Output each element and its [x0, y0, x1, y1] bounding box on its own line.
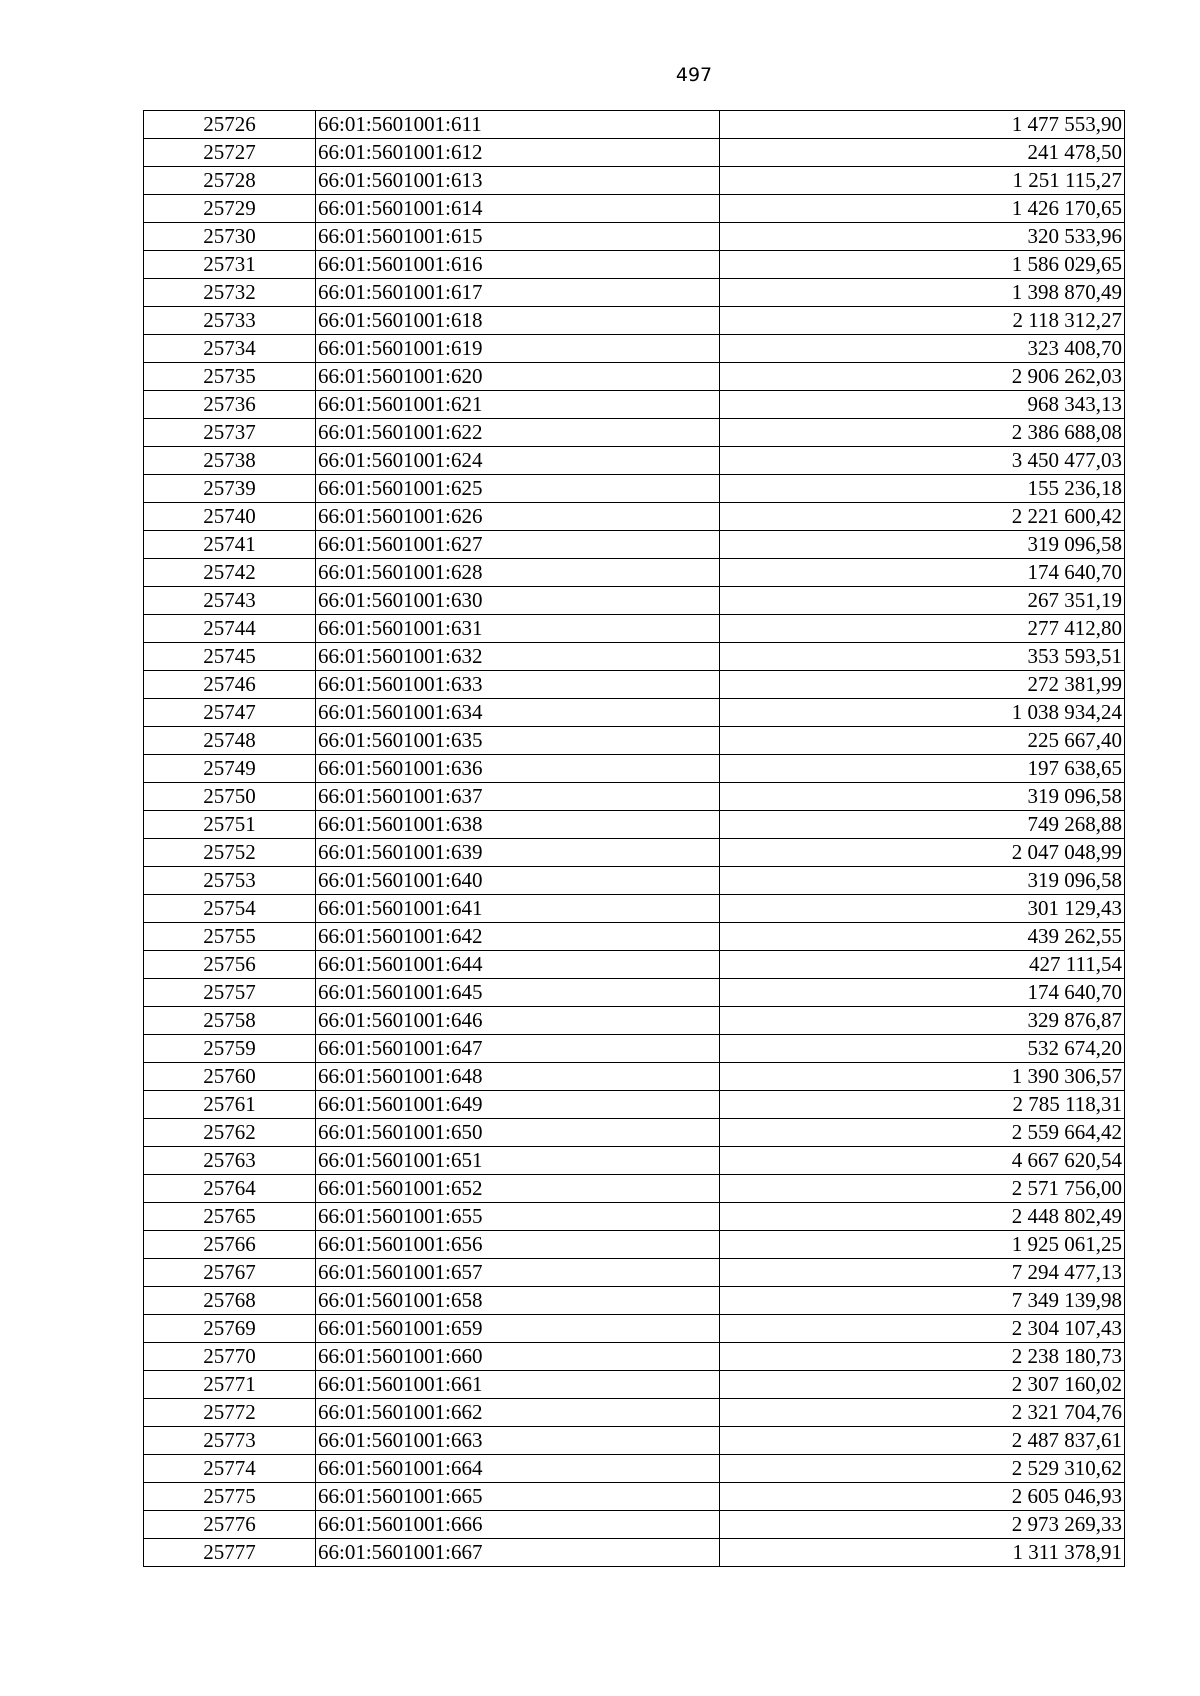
table-row [144, 1259, 1125, 1287]
cadastral-value-cell: 2 571 756,00 [720, 1175, 1125, 1203]
row-id-cell: 25752 [144, 839, 316, 867]
cadastral-number-cell: 66:01:5601001:641 [316, 895, 720, 923]
table-row [144, 1511, 1125, 1539]
table-row [144, 951, 1125, 979]
cadastral-number-cell: 66:01:5601001:626 [316, 503, 720, 531]
table-row [144, 1175, 1125, 1203]
table-row [144, 783, 1125, 811]
table-row [144, 139, 1125, 167]
cadastral-number-cell: 66:01:5601001:631 [316, 615, 720, 643]
cadastral-number-cell: 66:01:5601001:632 [316, 643, 720, 671]
cadastral-value-cell: 2 238 180,73 [720, 1343, 1125, 1371]
cadastral-number-cell: 66:01:5601001:620 [316, 363, 720, 391]
cadastral-number-cell: 66:01:5601001:645 [316, 979, 720, 1007]
row-id-cell: 25768 [144, 1287, 316, 1315]
cadastral-value-cell: 1 311 378,91 [720, 1539, 1125, 1567]
cadastral-number-cell: 66:01:5601001:646 [316, 1007, 720, 1035]
table-row [144, 559, 1125, 587]
cadastral-number-cell: 66:01:5601001:652 [316, 1175, 720, 1203]
cadastral-value-cell: 2 487 837,61 [720, 1427, 1125, 1455]
cadastral-value-cell: 532 674,20 [720, 1035, 1125, 1063]
cadastral-number-cell: 66:01:5601001:618 [316, 307, 720, 335]
row-id-cell: 25760 [144, 1063, 316, 1091]
row-id-cell: 25771 [144, 1371, 316, 1399]
table-row [144, 307, 1125, 335]
row-id-cell: 25741 [144, 531, 316, 559]
row-id-cell: 25775 [144, 1483, 316, 1511]
table-row [144, 643, 1125, 671]
row-id-cell: 25756 [144, 951, 316, 979]
cadastral-value-cell: 1 426 170,65 [720, 195, 1125, 223]
cadastral-number-cell: 66:01:5601001:616 [316, 251, 720, 279]
table-row [144, 979, 1125, 1007]
row-id-cell: 25759 [144, 1035, 316, 1063]
table-row [144, 1455, 1125, 1483]
cadastral-number-cell: 66:01:5601001:644 [316, 951, 720, 979]
cadastral-value-cell: 319 096,58 [720, 531, 1125, 559]
cadastral-value-cell: 2 785 118,31 [720, 1091, 1125, 1119]
row-id-cell: 25736 [144, 391, 316, 419]
cadastral-value-cell: 749 268,88 [720, 811, 1125, 839]
row-id-cell: 25734 [144, 335, 316, 363]
row-id-cell: 25750 [144, 783, 316, 811]
table-row [144, 839, 1125, 867]
table-row [144, 1091, 1125, 1119]
table-row [144, 1427, 1125, 1455]
cadastral-value-cell: 329 876,87 [720, 1007, 1125, 1035]
row-id-cell: 25762 [144, 1119, 316, 1147]
row-id-cell: 25761 [144, 1091, 316, 1119]
table-row [144, 391, 1125, 419]
row-id-cell: 25758 [144, 1007, 316, 1035]
row-id-cell: 25745 [144, 643, 316, 671]
row-id-cell: 25776 [144, 1511, 316, 1539]
page-number: 497 [675, 64, 713, 86]
cadastral-number-cell: 66:01:5601001:639 [316, 839, 720, 867]
row-id-cell: 25774 [144, 1455, 316, 1483]
cadastral-value-cell: 968 343,13 [720, 391, 1125, 419]
cadastral-value-cell: 2 118 312,27 [720, 307, 1125, 335]
table-row [144, 587, 1125, 615]
row-id-cell: 25767 [144, 1259, 316, 1287]
cadastral-number-cell: 66:01:5601001:650 [316, 1119, 720, 1147]
table-row [144, 895, 1125, 923]
cadastral-value-cell: 225 667,40 [720, 727, 1125, 755]
cadastral-number-cell: 66:01:5601001:622 [316, 419, 720, 447]
cadastral-value-cell: 174 640,70 [720, 559, 1125, 587]
cadastral-number-cell: 66:01:5601001:636 [316, 755, 720, 783]
table-row [144, 727, 1125, 755]
cadastral-number-cell: 66:01:5601001:624 [316, 447, 720, 475]
row-id-cell: 25749 [144, 755, 316, 783]
row-id-cell: 25738 [144, 447, 316, 475]
cadastral-value-cell: 1 038 934,24 [720, 699, 1125, 727]
cadastral-number-cell: 66:01:5601001:615 [316, 223, 720, 251]
cadastral-number-cell: 66:01:5601001:634 [316, 699, 720, 727]
table-row [144, 251, 1125, 279]
cadastral-value-cell: 1 586 029,65 [720, 251, 1125, 279]
cadastral-value-cell: 272 381,99 [720, 671, 1125, 699]
table-row [144, 671, 1125, 699]
table-row [144, 475, 1125, 503]
row-id-cell: 25740 [144, 503, 316, 531]
cadastral-value-table [143, 110, 1125, 1567]
cadastral-value-cell: 2 221 600,42 [720, 503, 1125, 531]
cadastral-number-cell: 66:01:5601001:613 [316, 167, 720, 195]
table-row [144, 335, 1125, 363]
row-id-cell: 25733 [144, 307, 316, 335]
cadastral-number-cell: 66:01:5601001:648 [316, 1063, 720, 1091]
row-id-cell: 25747 [144, 699, 316, 727]
row-id-cell: 25751 [144, 811, 316, 839]
cadastral-number-cell: 66:01:5601001:619 [316, 335, 720, 363]
cadastral-number-cell: 66:01:5601001:640 [316, 867, 720, 895]
cadastral-number-cell: 66:01:5601001:651 [316, 1147, 720, 1175]
cadastral-number-cell: 66:01:5601001:635 [316, 727, 720, 755]
table-row [144, 1119, 1125, 1147]
row-id-cell: 25763 [144, 1147, 316, 1175]
cadastral-number-cell: 66:01:5601001:628 [316, 559, 720, 587]
cadastral-value-cell: 439 262,55 [720, 923, 1125, 951]
row-id-cell: 25764 [144, 1175, 316, 1203]
cadastral-value-cell: 2 448 802,49 [720, 1203, 1125, 1231]
cadastral-value-cell: 319 096,58 [720, 867, 1125, 895]
row-id-cell: 25772 [144, 1399, 316, 1427]
cadastral-value-cell: 1 390 306,57 [720, 1063, 1125, 1091]
cadastral-number-cell: 66:01:5601001:667 [316, 1539, 720, 1567]
row-id-cell: 25737 [144, 419, 316, 447]
cadastral-value-cell: 197 638,65 [720, 755, 1125, 783]
cadastral-number-cell: 66:01:5601001:664 [316, 1455, 720, 1483]
table-row [144, 1399, 1125, 1427]
cadastral-value-cell: 1 398 870,49 [720, 279, 1125, 307]
row-id-cell: 25765 [144, 1203, 316, 1231]
cadastral-number-cell: 66:01:5601001:627 [316, 531, 720, 559]
table-row [144, 1287, 1125, 1315]
cadastral-number-cell: 66:01:5601001:638 [316, 811, 720, 839]
cadastral-number-cell: 66:01:5601001:656 [316, 1231, 720, 1259]
cadastral-number-cell: 66:01:5601001:637 [316, 783, 720, 811]
cadastral-value-cell: 301 129,43 [720, 895, 1125, 923]
row-id-cell: 25773 [144, 1427, 316, 1455]
table-row [144, 195, 1125, 223]
cadastral-value-cell: 427 111,54 [720, 951, 1125, 979]
row-id-cell: 25726 [144, 111, 316, 139]
cadastral-value-cell: 174 640,70 [720, 979, 1125, 1007]
table-row [144, 867, 1125, 895]
cadastral-number-cell: 66:01:5601001:662 [316, 1399, 720, 1427]
table-row [144, 1035, 1125, 1063]
cadastral-number-cell: 66:01:5601001:657 [316, 1259, 720, 1287]
row-id-cell: 25754 [144, 895, 316, 923]
cadastral-number-cell: 66:01:5601001:630 [316, 587, 720, 615]
row-id-cell: 25743 [144, 587, 316, 615]
cadastral-number-cell: 66:01:5601001:617 [316, 279, 720, 307]
row-id-cell: 25746 [144, 671, 316, 699]
table-row [144, 419, 1125, 447]
table-row [144, 503, 1125, 531]
cadastral-value-cell: 1 925 061,25 [720, 1231, 1125, 1259]
table-row [144, 1315, 1125, 1343]
table-body [144, 111, 1125, 1567]
table-row [144, 755, 1125, 783]
cadastral-value-cell: 155 236,18 [720, 475, 1125, 503]
row-id-cell: 25727 [144, 139, 316, 167]
cadastral-number-cell: 66:01:5601001:649 [316, 1091, 720, 1119]
table-row [144, 167, 1125, 195]
cadastral-value-cell: 353 593,51 [720, 643, 1125, 671]
row-id-cell: 25755 [144, 923, 316, 951]
table-row [144, 923, 1125, 951]
cadastral-number-cell: 66:01:5601001:612 [316, 139, 720, 167]
cadastral-value-cell: 1 251 115,27 [720, 167, 1125, 195]
table-row [144, 111, 1125, 139]
table-row [144, 615, 1125, 643]
table-row [144, 531, 1125, 559]
row-id-cell: 25766 [144, 1231, 316, 1259]
table-row [144, 1063, 1125, 1091]
row-id-cell: 25735 [144, 363, 316, 391]
cadastral-value-cell: 320 533,96 [720, 223, 1125, 251]
cadastral-value-cell: 2 906 262,03 [720, 363, 1125, 391]
table-row [144, 811, 1125, 839]
row-id-cell: 25744 [144, 615, 316, 643]
table-row [144, 1483, 1125, 1511]
cadastral-number-cell: 66:01:5601001:666 [316, 1511, 720, 1539]
cadastral-number-cell: 66:01:5601001:647 [316, 1035, 720, 1063]
table-row [144, 1203, 1125, 1231]
row-id-cell: 25730 [144, 223, 316, 251]
cadastral-number-cell: 66:01:5601001:642 [316, 923, 720, 951]
cadastral-number-cell: 66:01:5601001:660 [316, 1343, 720, 1371]
cadastral-number-cell: 66:01:5601001:663 [316, 1427, 720, 1455]
cadastral-number-cell: 66:01:5601001:625 [316, 475, 720, 503]
row-id-cell: 25748 [144, 727, 316, 755]
cadastral-value-cell: 3 450 477,03 [720, 447, 1125, 475]
table-row [144, 447, 1125, 475]
table-row [144, 1147, 1125, 1175]
cadastral-number-cell: 66:01:5601001:655 [316, 1203, 720, 1231]
cadastral-number-cell: 66:01:5601001:614 [316, 195, 720, 223]
cadastral-value-cell: 319 096,58 [720, 783, 1125, 811]
cadastral-number-cell: 66:01:5601001:658 [316, 1287, 720, 1315]
cadastral-value-cell: 2 605 046,93 [720, 1483, 1125, 1511]
cadastral-value-cell: 4 667 620,54 [720, 1147, 1125, 1175]
cadastral-value-cell: 2 047 048,99 [720, 839, 1125, 867]
table-row [144, 223, 1125, 251]
cadastral-value-cell: 267 351,19 [720, 587, 1125, 615]
cadastral-number-cell: 66:01:5601001:621 [316, 391, 720, 419]
table-row [144, 1007, 1125, 1035]
table-row [144, 1539, 1125, 1567]
row-id-cell: 25757 [144, 979, 316, 1007]
cadastral-value-cell: 2 321 704,76 [720, 1399, 1125, 1427]
cadastral-value-cell: 323 408,70 [720, 335, 1125, 363]
cadastral-number-cell: 66:01:5601001:633 [316, 671, 720, 699]
table-row [144, 1371, 1125, 1399]
row-id-cell: 25731 [144, 251, 316, 279]
row-id-cell: 25777 [144, 1539, 316, 1567]
row-id-cell: 25753 [144, 867, 316, 895]
table-row [144, 1343, 1125, 1371]
row-id-cell: 25729 [144, 195, 316, 223]
cadastral-value-cell: 2 386 688,08 [720, 419, 1125, 447]
cadastral-value-cell: 2 973 269,33 [720, 1511, 1125, 1539]
cadastral-value-cell: 2 307 160,02 [720, 1371, 1125, 1399]
table-row [144, 363, 1125, 391]
cadastral-value-cell: 2 304 107,43 [720, 1315, 1125, 1343]
cadastral-number-cell: 66:01:5601001:665 [316, 1483, 720, 1511]
table-row [144, 699, 1125, 727]
row-id-cell: 25728 [144, 167, 316, 195]
row-id-cell: 25742 [144, 559, 316, 587]
row-id-cell: 25769 [144, 1315, 316, 1343]
cadastral-number-cell: 66:01:5601001:611 [316, 111, 720, 139]
row-id-cell: 25770 [144, 1343, 316, 1371]
cadastral-value-cell: 7 294 477,13 [720, 1259, 1125, 1287]
table-row [144, 279, 1125, 307]
row-id-cell: 25732 [144, 279, 316, 307]
cadastral-number-cell: 66:01:5601001:659 [316, 1315, 720, 1343]
cadastral-number-cell: 66:01:5601001:661 [316, 1371, 720, 1399]
table-row [144, 1231, 1125, 1259]
cadastral-value-cell: 2 559 664,42 [720, 1119, 1125, 1147]
cadastral-value-cell: 7 349 139,98 [720, 1287, 1125, 1315]
row-id-cell: 25739 [144, 475, 316, 503]
cadastral-value-cell: 1 477 553,90 [720, 111, 1125, 139]
cadastral-value-cell: 2 529 310,62 [720, 1455, 1125, 1483]
cadastral-value-cell: 241 478,50 [720, 139, 1125, 167]
cadastral-value-cell: 277 412,80 [720, 615, 1125, 643]
